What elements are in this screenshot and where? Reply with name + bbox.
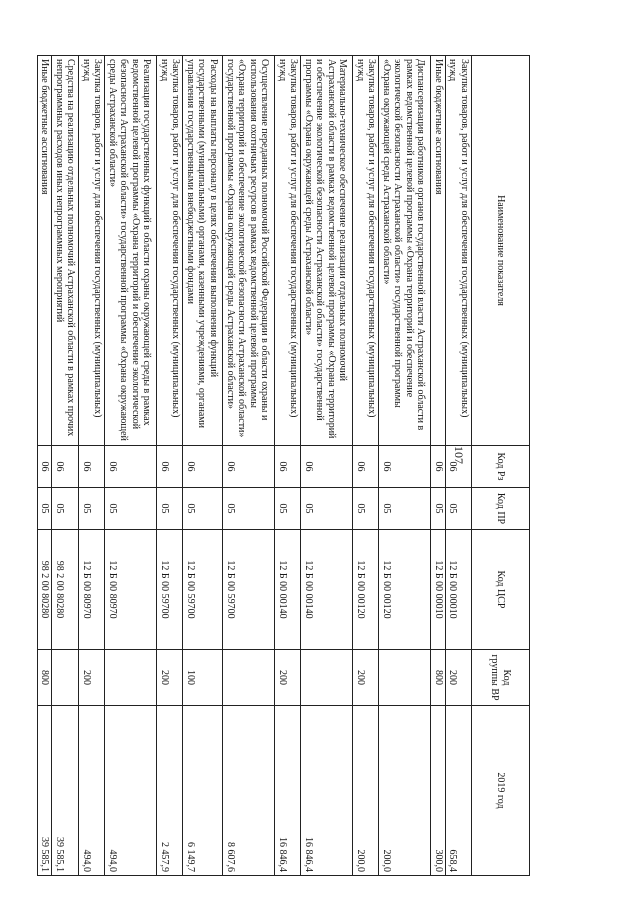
- cell-pr: 05: [52, 488, 79, 530]
- cell-pr: 05: [79, 488, 105, 530]
- cell-csr: 12 Б 00 80970: [105, 530, 157, 650]
- table-row: [52, 56, 79, 876]
- table-row: [446, 56, 472, 876]
- cell-csr: 12 Б 00 00010: [431, 530, 446, 650]
- header-pr: Код ПР: [472, 488, 530, 530]
- table-row: [223, 56, 275, 876]
- table-row: [353, 56, 379, 876]
- cell-csr: 12 Б 00 59700: [223, 530, 275, 650]
- cell-name: Закупка товаров, работ и услуг для обеспечения государственных (муниципальных) нужд: [79, 56, 105, 446]
- cell-vr: 200: [275, 650, 301, 706]
- table-row: [183, 56, 223, 876]
- cell-csr: 98 2 00 80280: [52, 530, 79, 650]
- cell-rz: 06: [38, 446, 53, 488]
- cell-rz: 06: [79, 446, 105, 488]
- table-row: [431, 56, 446, 876]
- cell-csr: 12 Б 00 80970: [79, 530, 105, 650]
- cell-rz: 06: [223, 446, 275, 488]
- cell-pr: 05: [157, 488, 183, 530]
- header-rz: Код Рз: [472, 446, 530, 488]
- cell-name: Закупка товаров, работ и услуг для обеспечения государственных (муниципальных) нужд: [157, 56, 183, 446]
- cell-name: Материально-техническое обеспечение реализации отдельных полномочий Астраханской области в рамках ведомственной целевой программы «Охрана территорий и обеспечение экологической безопасности Астраханской области» государственной программы «Охрана окружающей среды Астраханской области»: [301, 56, 353, 446]
- header-vr: Код группы ВР: [472, 650, 530, 706]
- cell-csr: 12 Б 00 59700: [183, 530, 223, 650]
- cell-amount: 16 846,4: [275, 706, 301, 876]
- cell-rz: 06: [52, 446, 79, 488]
- cell-csr: 98 2 00 80280: [38, 530, 53, 650]
- cell-pr: 05: [38, 488, 53, 530]
- cell-amount: 494,0: [79, 706, 105, 876]
- cell-name: Закупка товаров, работ и услуг для обеспечения государственных (муниципальных) нужд: [446, 56, 472, 446]
- cell-rz: 06: [275, 446, 301, 488]
- cell-name: Расходы на выплаты персоналу в целях обеспечения выполнения функций государственными (муниципальными) органами, казенными учреждениями, органами управления государственными внебюджетными фондами: [183, 56, 223, 446]
- cell-pr: 05: [183, 488, 223, 530]
- cell-pr: 05: [275, 488, 301, 530]
- cell-amount: 2 457,9: [157, 706, 183, 876]
- cell-rz: 06: [353, 446, 379, 488]
- cell-amount: 658,4: [446, 706, 472, 876]
- cell-pr: 05: [223, 488, 275, 530]
- cell-pr: 05: [379, 488, 431, 530]
- cell-name: Закупка товаров, работ и услуг для обеспечения государственных (муниципальных) нужд: [353, 56, 379, 446]
- cell-vr: [379, 650, 431, 706]
- cell-name: Средства на реализацию отдельных полномочий Астраханской области в рамках прочих непрограммных расходов иных непрограммных мероприятий: [52, 56, 79, 446]
- cell-vr: [52, 650, 79, 706]
- cell-csr: 12 Б 00 00140: [301, 530, 353, 650]
- cell-pr: 05: [301, 488, 353, 530]
- cell-vr: 800: [431, 650, 446, 706]
- cell-vr: 800: [38, 650, 53, 706]
- cell-pr: 05: [105, 488, 157, 530]
- table-body: [38, 56, 472, 876]
- table-row: [157, 56, 183, 876]
- cell-csr: 12 Б 00 00120: [379, 530, 431, 650]
- cell-name: Осуществление переданных полномочий Российской Федерации в области охраны и использования охотничьих ресурсов в рамках ведомственной целевой программы «Охрана территорий и обеспечение экологической безопасности Астраханской области» государственной программы «Охрана окружающей среды Астраханской области»: [223, 56, 275, 446]
- cell-vr: [105, 650, 157, 706]
- table-row: [79, 56, 105, 876]
- cell-name: Закупка товаров, работ и услуг для обеспечения государственных (муниципальных) нужд: [275, 56, 301, 446]
- cell-rz: 06: [379, 446, 431, 488]
- table-row: [38, 56, 53, 876]
- cell-csr: 12 Б 00 59700: [157, 530, 183, 650]
- header-csr: Код ЦСР: [472, 530, 530, 650]
- page-number: 107: [452, 446, 466, 464]
- cell-rz: 06: [105, 446, 157, 488]
- cell-vr: 200: [79, 650, 105, 706]
- cell-amount: 16 846,4: [301, 706, 353, 876]
- table-row: [379, 56, 431, 876]
- table-row: [105, 56, 157, 876]
- cell-amount: 200,0: [379, 706, 431, 876]
- cell-amount: 8 607,6: [223, 706, 275, 876]
- cell-rz: 06: [431, 446, 446, 488]
- table-row: [301, 56, 353, 876]
- cell-amount: 300,0: [431, 706, 446, 876]
- budget-table-sheet: [39, 55, 530, 875]
- cell-pr: 05: [353, 488, 379, 530]
- cell-amount: 39 585,1: [52, 706, 79, 876]
- cell-name: Диспансеризация работников органов государственной власти Астраханской области в рамках ведомственной целевой программы «Охрана территорий и обеспечение экологической безопасности Астраханской области» государственной программы «Охрана окружающей среды Астраханской области»: [379, 56, 431, 446]
- cell-name: Иные бюджетные ассигнования: [431, 56, 446, 446]
- cell-csr: 12 Б 00 00010: [446, 530, 472, 650]
- cell-vr: 100: [183, 650, 223, 706]
- cell-csr: 12 Б 00 00120: [353, 530, 379, 650]
- cell-amount: 6 149,7: [183, 706, 223, 876]
- cell-vr: 200: [353, 650, 379, 706]
- cell-amount: 39 585,1: [38, 706, 53, 876]
- cell-pr: 05: [431, 488, 446, 530]
- header-year: 2019 год: [472, 706, 530, 876]
- cell-name: Реализация государственных функций в области охраны окружающей среды в рамках ведомственной целевой программы «Охрана территорий и обеспечение экологической безопасности Астраханской области» государственной программы «Охрана окружающей среды Астраханской области»: [105, 56, 157, 446]
- cell-rz: 06: [301, 446, 353, 488]
- cell-rz: 06: [183, 446, 223, 488]
- cell-rz: 06: [157, 446, 183, 488]
- cell-rz: 06: [446, 446, 472, 488]
- header-name: Наименование показателя: [472, 56, 530, 446]
- budget-table: [37, 55, 530, 876]
- cell-vr: [223, 650, 275, 706]
- cell-pr: 05: [446, 488, 472, 530]
- table-row: [275, 56, 301, 876]
- cell-vr: 200: [157, 650, 183, 706]
- cell-amount: 200,0: [353, 706, 379, 876]
- cell-vr: 200: [446, 650, 472, 706]
- cell-name: Иные бюджетные ассигнования: [38, 56, 53, 446]
- table-header-row: [472, 56, 530, 876]
- cell-vr: [301, 650, 353, 706]
- cell-csr: 12 Б 00 00140: [275, 530, 301, 650]
- cell-amount: 494,0: [105, 706, 157, 876]
